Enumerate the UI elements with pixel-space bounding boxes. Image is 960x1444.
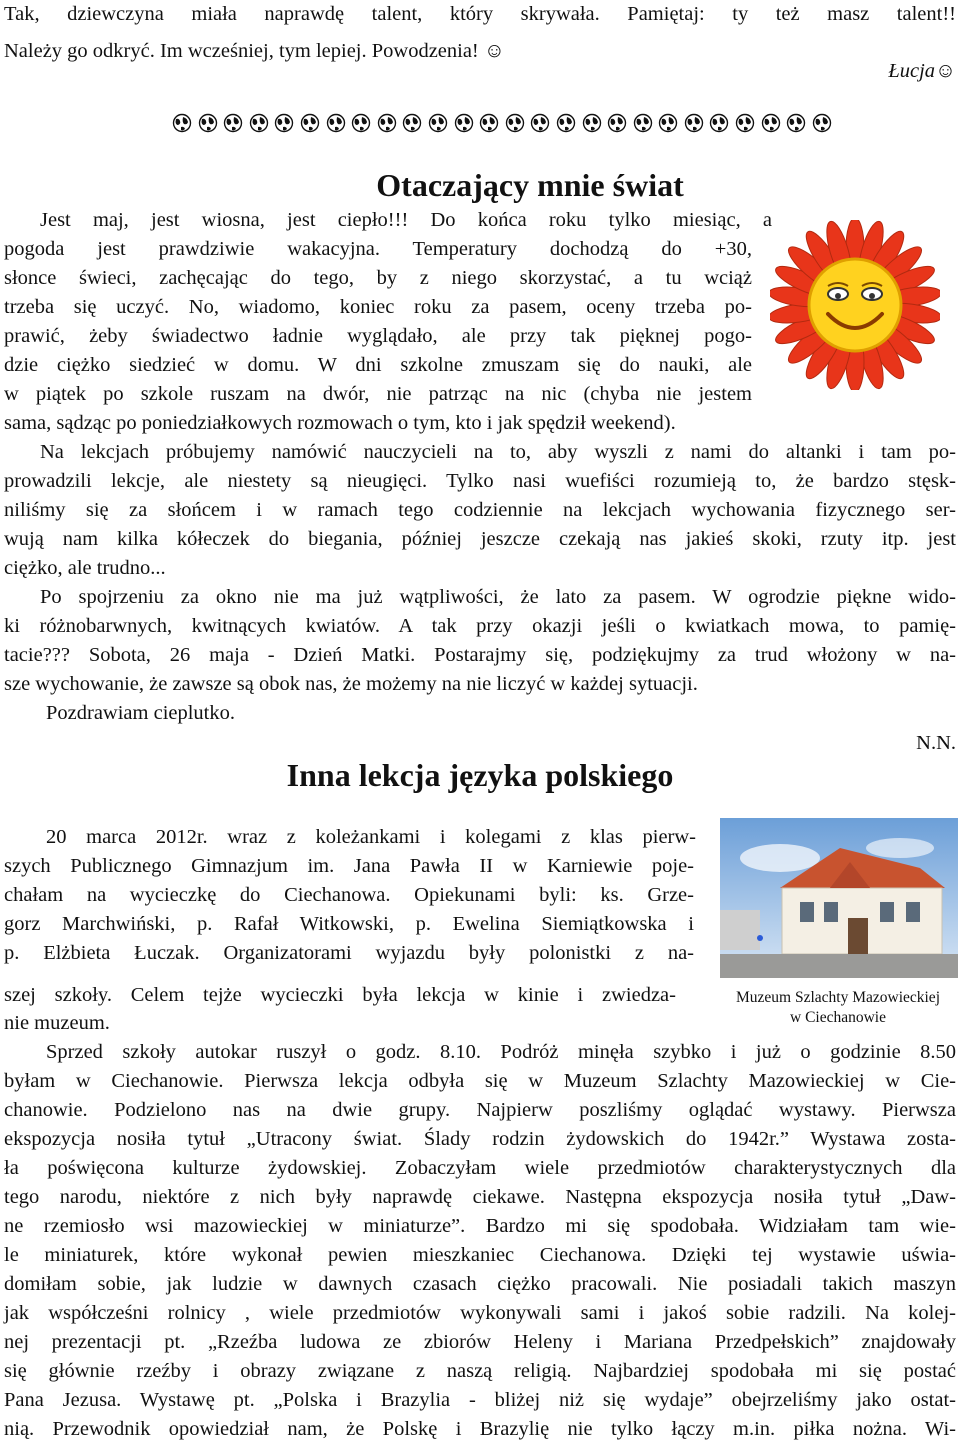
globe-icon xyxy=(709,113,729,133)
intro-signature: Łucja☺ xyxy=(888,60,956,82)
s1-line: prawić, żeby świadectwo ładnie wyglądało, ale przy tak pięknej pogo- xyxy=(4,325,752,347)
s1-line: pogoda jest prawdziwie wakacyjna. Temperatury dochodzą do +30, xyxy=(4,238,752,260)
globe-icon xyxy=(658,113,678,133)
globe-icon xyxy=(223,113,243,133)
section-title-inna-lekcja: Inna lekcja języka polskiego xyxy=(286,757,674,793)
globe-icon xyxy=(761,113,781,133)
s2-line: le miniaturek, które wykonał pewien mieszkaniec Ciechanowa. Dzięki tej wystawie uświa- xyxy=(4,1244,956,1266)
s2-line: nej prezentacji pt. „Rzeźba ludowa ze zbiorów Heleny i Mariana Przedpełskich” znajdowały xyxy=(4,1331,956,1353)
globe-icon xyxy=(556,113,576,133)
s2-line: szej szkoły. Celem tejże wycieczki była lekcja w kinie i zwiedza- xyxy=(4,984,676,1006)
s2-line: p. Elżbieta Łuczak. Organizatorami wyjazdu były polonistki z na- xyxy=(4,942,694,964)
s2-line: szych Publicznego Gimnazjum im. Jana Pawła II w Karniewie poje- xyxy=(4,855,694,877)
section-title-otaczajacy: Otaczający mnie świat xyxy=(376,167,684,203)
globe-icon xyxy=(530,113,550,133)
photo-caption-line: Muzeum Szlachty Mazowieckiej xyxy=(735,989,940,1006)
s2-line: ne rzemiosło wsi mazowieckiej w miniaturze”. Bardzo mi się spodobała. Widziałam tam wie- xyxy=(4,1215,956,1237)
globe-icon xyxy=(402,113,422,133)
globe-icon xyxy=(172,113,192,133)
s1-line: prowadzili lekcje, ale niestety są nieugięci. Tylko nasi wuefiści rozumieją to, że bardzo stęsk- xyxy=(4,470,956,492)
s2-line: Sprzed szkoły autokar ruszył o godz. 8.10. Podróż minęła szybko i już o godzinie 8.50 xyxy=(46,1041,956,1063)
s1-line: sze wychowanie, że zawsze są obok nas, że możemy na nie liczyć w każdej sytuacji. xyxy=(4,673,698,695)
globe-icon xyxy=(300,113,320,133)
globe-icon xyxy=(633,113,653,133)
s2-line: ła poświęcona kulturze żydowskiej. Zobaczyłam wiele przedmiotów charakterystycznych dla xyxy=(4,1157,956,1179)
globe-icon xyxy=(786,113,806,133)
s1-line: dzie ciężko siedzieć w domu. W dni szkolne zmuszam się do nauki, ale xyxy=(4,354,752,376)
s2-line: byłam w Ciechanowie. Pierwsza lekcja odbyła się w Muzeum Szlachty Mazowieckiej w Cie- xyxy=(4,1070,956,1092)
s1-line: słonce świeci, zachęcając do tego, by z niego skorzystać, a tu wciąż xyxy=(4,267,752,289)
s2-line: gorz Marchwiński, p. Rafał Witkowski, p. Ewelina Siemiątkowska i xyxy=(4,913,694,935)
globe-icon xyxy=(582,113,602,133)
s1-line: Pozdrawiam cieplutko. xyxy=(46,702,236,724)
globe-icon xyxy=(428,113,448,133)
s2-line: nie muzeum. xyxy=(4,1012,110,1034)
photo-caption xyxy=(722,988,954,1028)
s2-line: domiłam sobie, jak ludzie w dawnych czasach ciężko pracowali. Nie posiadali takich maszyn xyxy=(4,1273,956,1295)
s2-line: 20 marca 2012r. wraz z koleżankami i kolegami z klas pierw- xyxy=(46,826,696,848)
photo-caption-line: w Ciechanowie xyxy=(790,1009,886,1026)
s1-line: ciężko, ale trudno... xyxy=(4,557,166,579)
globe-icon xyxy=(684,113,704,133)
globe-icon xyxy=(326,113,346,133)
s1-line: sama, sądząc po poniedziałkowych rozmowach o tym, kto i jak spędził weekend). xyxy=(4,412,676,434)
s1-line: tacie??? Sobota, 26 maja - Dzień Matki. Postarajmy się, podziękujmy za trud włożony w na- xyxy=(4,644,956,666)
s2-line: chanowie. Podzielono nas na dwie grupy. Najpierw poszliśmy oglądać wystawy. Pierwsza xyxy=(4,1099,956,1121)
globe-icon xyxy=(198,113,218,133)
s1-line: trzeba się uczyć. No, wiadomo, koniec roku za pasem, oceny trzeba po- xyxy=(4,296,752,318)
s1-line: ki różnobarwnych, kwitnących kwiatów. A tak przy okazji jeśli o kwiatkach mowa, to pamię- xyxy=(4,615,956,637)
s1-signature: N.N. xyxy=(916,732,956,754)
globe-icon xyxy=(351,113,371,133)
s1-line: niliśmy się za słońcem i w ramach tego codziennie na lekcjach wychowania fizycznego ser- xyxy=(4,499,956,521)
museum-building-photo xyxy=(720,818,958,978)
s2-line: się głównie rzeźby i obrazy związane z naszą religią. Najbardziej spodobała mi się postać xyxy=(4,1360,956,1382)
s1-line: Jest maj, jest wiosna, jest ciepło!!! Do końca roku tylko miesiąc, a xyxy=(40,209,772,231)
s1-line: Na lekcjach próbujemy namówić nauczycieli na to, aby wyszli z nami do altanki i tam po- xyxy=(40,441,956,463)
s1-line: wują nam kilka kółeczek do biegania, później jeszcze czekają nas jakieś skoki, rzuty itp. jest xyxy=(4,528,956,550)
globe-icon xyxy=(735,113,755,133)
s1-line: Po spojrzeniu za okno nie ma już wątpliwości, że lato za pasem. W ogrodzie piękne wido- xyxy=(40,586,956,608)
globe-icon xyxy=(505,113,525,133)
globe-icon xyxy=(249,113,269,133)
s2-line: tego narodu, niektóre z nich były naprawdę ciekawe. Następna ekspozycja nosiła tytuł „Daw- xyxy=(4,1186,956,1208)
globe-icon xyxy=(607,113,627,133)
globe-icon xyxy=(377,113,397,133)
globe-icon xyxy=(812,113,832,133)
s1-line: w piątek po szkole ruszam na dwór, nie patrząc na nic (chyba nie jestem xyxy=(4,383,752,405)
smiling-sunflower-icon xyxy=(770,220,940,390)
s2-line: jak współcześni rolnicy , wiele przedmiotów wykonywali sami i jakoś sobie radzili. Na kolej- xyxy=(4,1302,956,1324)
s2-line: Pana Jezusa. Wystawę pt. „Polska i Brazylia - bliżej niż się wydaje” obejrzeliśmy jako ostat- xyxy=(4,1389,956,1411)
intro-line-2: Należy go odkryć. Im wcześniej, tym lepiej. Powodzenia! ☺ xyxy=(4,40,505,62)
globe-icon xyxy=(479,113,499,133)
s2-line: chałam na wycieczkę do Ciechanowa. Opiekunami byli: ks. Grze- xyxy=(4,884,694,906)
s2-line: nią. Przewodnik opowiedział nam, że Polskę i Brazylię nie tylko łączy m.in. piłka nożna. Wi- xyxy=(4,1418,956,1440)
s2-line: ekspozycja nosiła tytuł „Utracony świat. Ślady rodzin żydowskich do 1942r.” Wystawa zosta- xyxy=(4,1128,956,1150)
intro-line-1: Tak, dziewczyna miała naprawdę talent, który skrywała. Pamiętaj: ty też masz talent!! xyxy=(4,3,956,25)
globe-icon xyxy=(454,113,474,133)
globe-icon xyxy=(274,113,294,133)
globe-icon-row xyxy=(172,113,832,135)
